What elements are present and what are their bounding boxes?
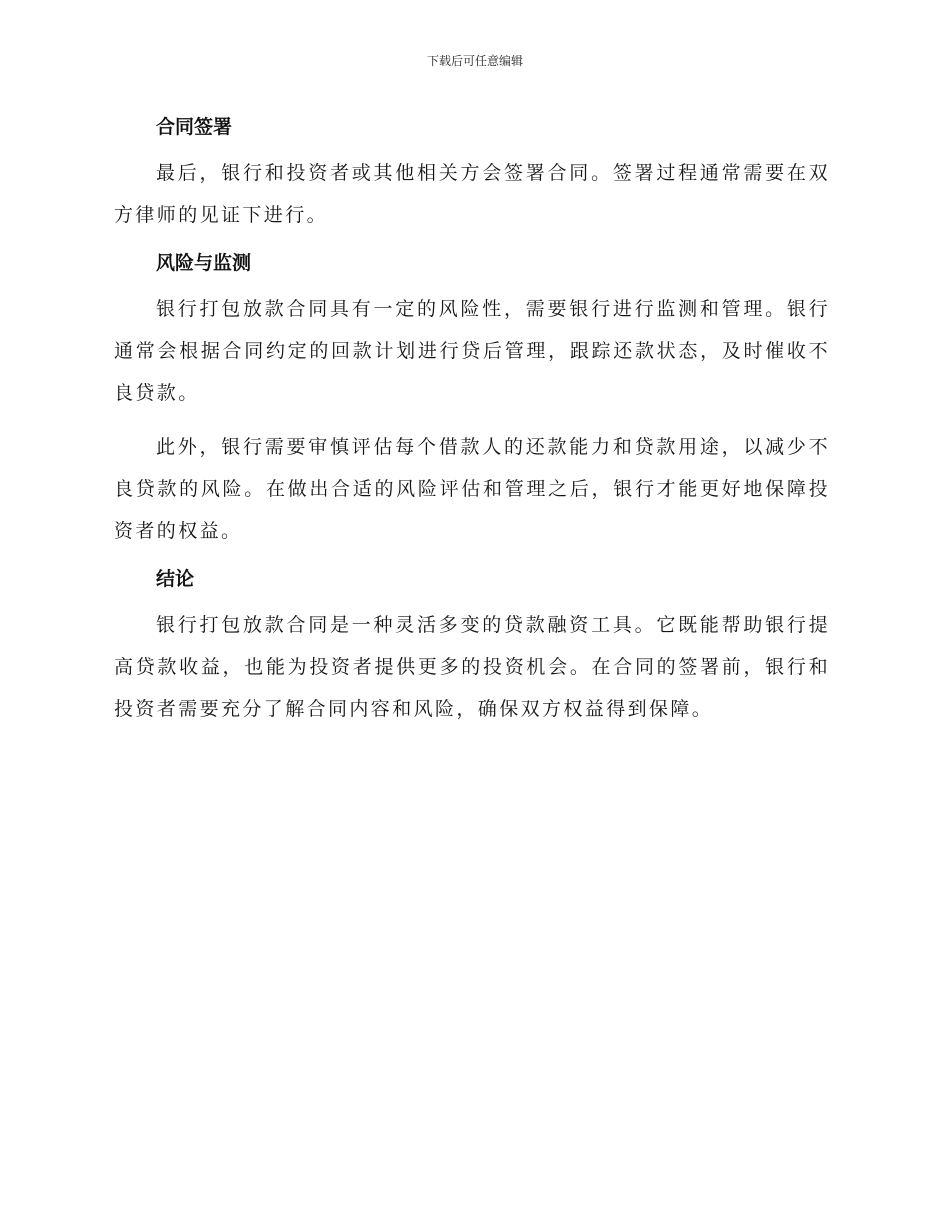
paragraph-conclusion: 银行打包放款合同是一种灵活多变的贷款融资工具。它既能帮助银行提高贷款收益，也能为投资者提供更多的投资机会。在合同的签署前，银行和投资者需要充分了解合同内容和风险，确保双方权益得到保障。 [114, 614, 830, 720]
section-heading-conclusion: 结论 [156, 568, 195, 590]
document-body [114, 112, 830, 730]
paragraph-risk-monitoring-2: 此外，银行需要审慎评估每个借款人的还款能力和贷款用途，以减少不良贷款的风险。在做出合适的风险评估和管理之后，银行才能更好地保障投资者的权益。 [114, 436, 830, 542]
paragraph-contract-signing: 最后，银行和投资者或其他相关方会签署合同。签署过程通常需要在双方律师的见证下进行。 [114, 162, 830, 226]
section-heading-risk-monitoring: 风险与监测 [156, 252, 252, 274]
page-header-note: 下载后可任意编辑 [426, 54, 523, 68]
section-heading-contract-signing: 合同签署 [156, 116, 233, 138]
paragraph-risk-monitoring-1: 银行打包放款合同具有一定的风险性，需要银行进行监测和管理。银行通常会根据合同约定的回款计划进行贷后管理，跟踪还款状态，及时催收不良贷款。 [114, 298, 830, 404]
